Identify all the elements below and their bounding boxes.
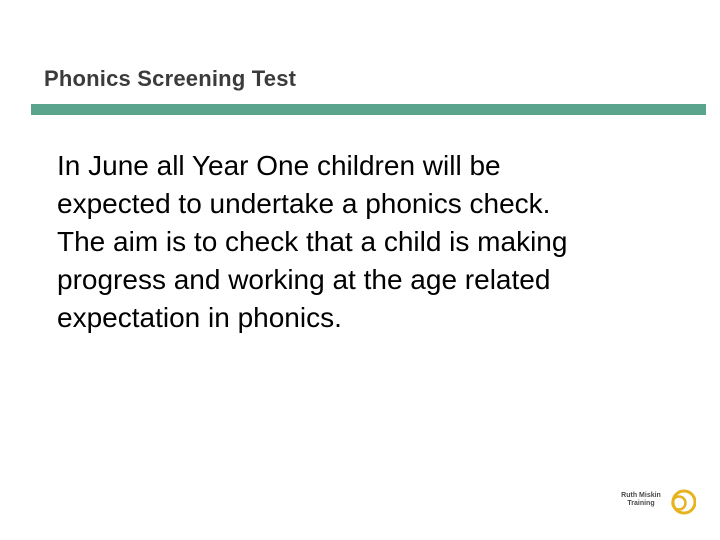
logo-line-2: Training: [627, 500, 655, 507]
title-divider: [31, 104, 706, 115]
slide-body: [57, 147, 677, 337]
body-line: In June all Year One children will be: [57, 150, 501, 181]
body-line: expected to undertake a phonics check.: [57, 188, 551, 219]
body-line: expectation in phonics.: [57, 302, 342, 333]
logo-line-1: Ruth Miskin: [621, 492, 661, 499]
ruth-miskin-training-logo: [618, 486, 696, 520]
logo-rings-icon: [668, 487, 696, 517]
body-line: progress and working at the age related: [57, 264, 551, 295]
logo-text: [618, 492, 664, 508]
body-line: The aim is to check that a child is making: [57, 226, 568, 257]
slide-title: Phonics Screening Test: [44, 66, 297, 91]
